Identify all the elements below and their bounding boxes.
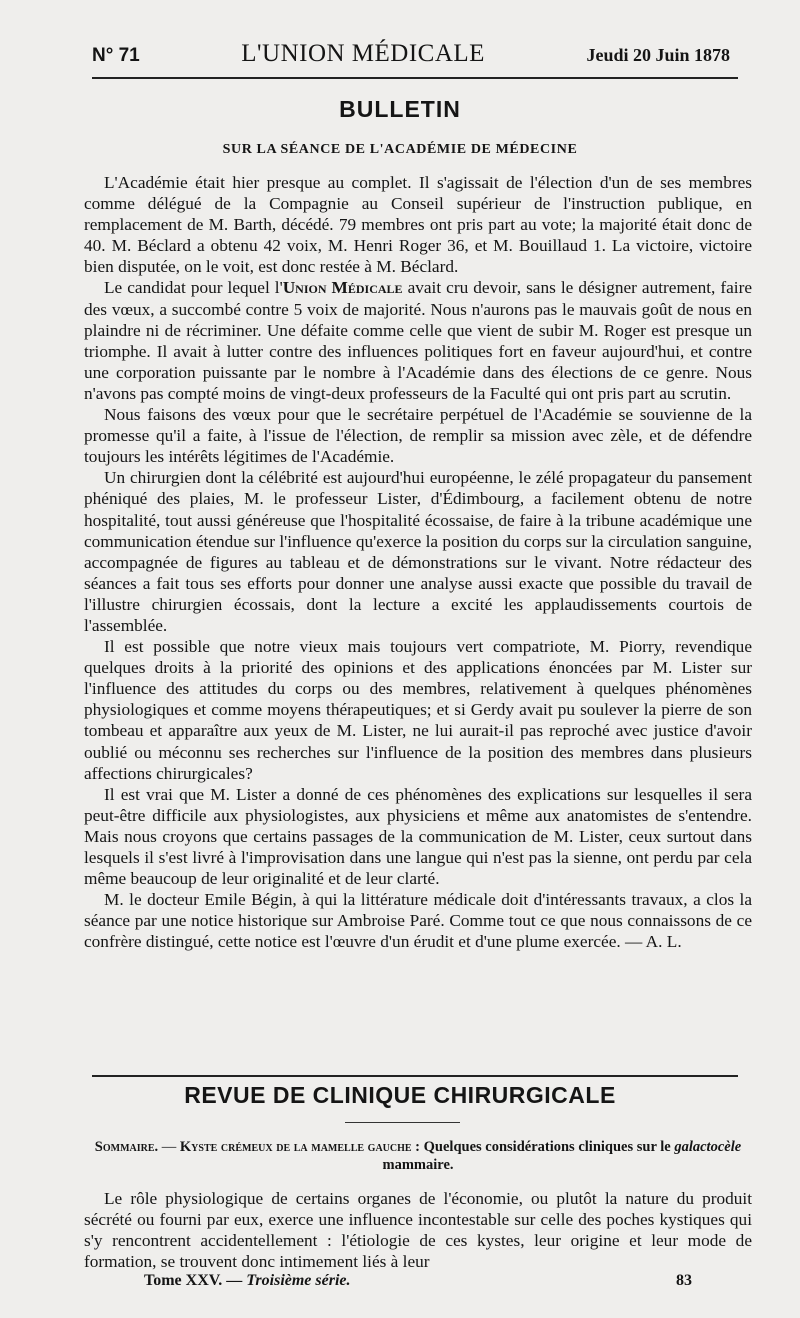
sommaire-galactocele: galactocèle	[674, 1139, 742, 1155]
paragraph	[84, 277, 752, 404]
paragraph: Un chirurgien dont la célébrité est aujourd'hui européenne, le zélé propagateur du pansement phéniqué des plaies, M. le professeur Lister, d'Édimbourg, a facilement obtenu de notre hospitalité, tout aussi généreuse que l'hospitalité écossaise, de faire à la tribune académique une communication étendue sur l'influence qu'exerce la position du corps sur la circulation sanguine, accompagnée de figures au tableau et de démonstrations sur le vivant. Notre rédacteur des séances a fait tous ses efforts pour donner une analyse aussi exacte que possible du travail de l'illustre chirurgien écossais, dont la lecture a excité les applaudissements courtois de l'assemblée.	[84, 468, 752, 635]
paragraph-text: candidat pour lequel l'Union Médicale avait cru devoir, sans le désigner autrement, faire des vœux, a succombé contre 5 voix de majorité. Nous n'aurons pas le mauvais goût de nous en plaindre ni de récriminer. Une défaite comme celle que vient de subir M. Roger est presque un triomphe. Il avait à lutter contre des influences politiques fort en faveur aujourd'hui, et contre une corporation puissante par le nombre à l'Académie dans des élections de ce genre. Nous n'avons pas compté moins de vingt-deux professeurs de la Faculté qui ont pris part au scrutin.	[84, 278, 753, 403]
sommaire	[84, 1138, 752, 1174]
sommaire-kyste: Kyste crémeux de la mamelle gauche :	[179, 1139, 421, 1155]
paragraph: Nous faisons des vœux pour que le secrétaire perpétuel de l'Académie se souvienne de la promesse qu'il a faite, à l'issue de l'élection, de remplir sa mission avec zèle, et de défendre toujours les intérêts légitimes de l'Académie.	[84, 405, 752, 467]
paragraph: Il est vrai que M. Lister a donné de ces phénomènes des explications sur lesquelles il sera peut-être difficile aux physiologistes, aux physiciens et même aux anatomistes de s'entendre. Mais nous croyons que certains passages de la communication de M. Lister, ceux surtout dans lesquels il s'est livré à l'improvisation dans une langue qui n'est pas la sienne, ont perdu par cela même beaucoup de leur originalité et de leur clarté.	[84, 784, 752, 889]
sommaire-end: mammaire.	[382, 1157, 454, 1173]
paragraph: L'Académie était hier presque au complet. Il s'agissait de l'élection d'un de ses membres comme délégué de la Compagnie au Conseil supérieur de l'instruction publique, en remplacement de M. Barth, décédé. 79 membres ont pris part au vote; la majorité était donc de 40. M. Béclard a obtenu 42 voix, M. Henri Roger 36, et M. Bouillaud 1. La victoire, victoire bien disputée, on le voit, est donc restée à M. Béclard.	[84, 173, 752, 277]
section-subtitle: SUR LA SÉANCE DE L'ACADÉMIE DE MÉDECINE	[222, 142, 578, 157]
revue-body	[84, 1188, 752, 1272]
title-underline	[345, 1122, 460, 1123]
section-rule	[92, 1075, 738, 1077]
header-rule	[92, 77, 738, 79]
sommaire-dash: —	[158, 1139, 180, 1155]
page-footer	[144, 1272, 692, 1290]
paragraph: Le rôle physiologique de certains organes de l'économie, ou plutôt la nature du produit sécrété ou fourni par eux, exerce une influence incontestable sur celle des poches kystiques qui s'y rencontrent accidentellement : l'étiologie de ces kystes, leur origine et leur mode de formation, se trouvent donc intimement liés à leur	[84, 1189, 752, 1272]
sommaire-label: Sommaire.	[94, 1139, 159, 1155]
paragraph: M. le docteur Emile Bégin, à qui la littérature médicale doit d'intéressants travaux, a clos la séance par une notice historique sur Ambroise Paré. Comme tout ce que nous connaissons de ce confrère distingué, cette notice est l'œuvre d'un érudit et d'une plume exercée. — A. L.	[84, 890, 752, 952]
issue-number: N° 71	[92, 45, 140, 66]
paragraph: Il est possible que notre vieux mais toujours vert compatriote, M. Piorry, revendique quelques droits à la priorité des opinions et des applications énoncées par M. Lister sur l'influence des attitudes du corps ou des membres, relativement à quelques phénomènes physiologiques et comme moyens thérapeutiques; et si Gerdy avait pu soulever la pierre de son tombeau et apparaître aux yeux de M. Lister, ne lui aurait-il pas reproché avec justice d'avoir oublié ou méconnu ses recherches sur l'influence de la position des membres dans plusieurs affections chirurgicales?	[84, 637, 752, 783]
issue-date: Jeudi 20 Juin 1878	[586, 45, 730, 65]
footer-volume	[144, 1272, 351, 1290]
paragraph-prefix: Le	[104, 278, 123, 298]
section-title-revue: REVUE DE CLINIQUE CHIRURGICALE	[184, 1082, 616, 1108]
footer-tome: Tome XXV.	[144, 1272, 223, 1289]
sommaire-text: Quelques considérations cliniques sur le	[420, 1139, 675, 1155]
journal-title: L'UNION MÉDICALE	[241, 40, 485, 67]
footer-serie: Troisième série.	[246, 1272, 351, 1289]
journal-name: Union Médicale	[282, 278, 403, 298]
page-number: 83	[676, 1272, 692, 1289]
section-title-bulletin: BULLETIN	[339, 96, 461, 122]
footer-dash: —	[222, 1272, 247, 1289]
bulletin-body	[84, 172, 752, 952]
page-header	[92, 40, 730, 72]
